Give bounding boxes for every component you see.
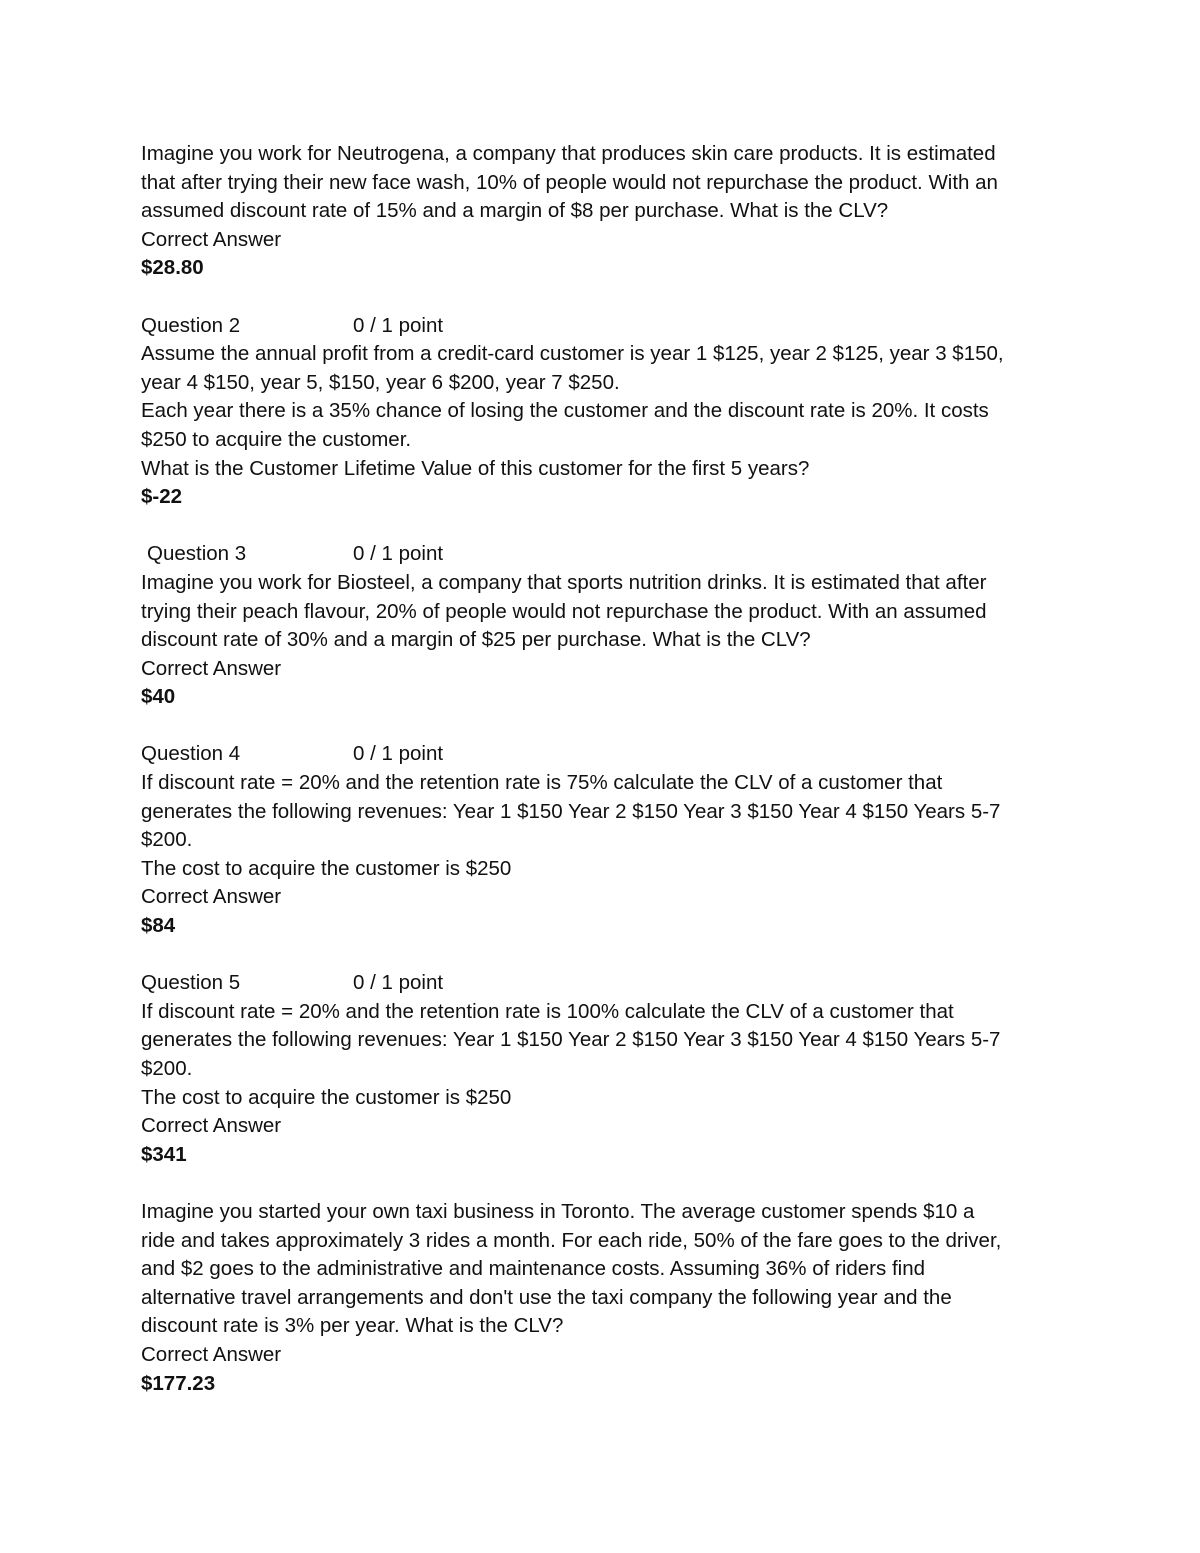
question-text-line: trying their peach flavour, 20% of people would not repurchase the product. With an assumed xyxy=(141,599,987,623)
answer-value: $40 xyxy=(141,685,176,709)
question-header xyxy=(141,312,1071,341)
question-text-line: The cost to acquire the customer is $250 xyxy=(141,1085,512,1109)
question-score: 0 / 1 point xyxy=(353,313,444,337)
question-text-line: ride and takes approximately 3 rides a month. For each ride, 50% of the fare goes to the driver, xyxy=(141,1228,1002,1252)
correct-answer-label: Correct Answer xyxy=(141,656,282,680)
question-block xyxy=(141,1198,1071,1398)
question-text-line: Imagine you work for Biosteel, a company that sports nutrition drinks. It is estimated that after xyxy=(141,570,987,594)
question-text-line: Assume the annual profit from a credit-card customer is year 1 $125, year 2 $125, year 3 $150, xyxy=(141,342,1004,366)
question-header xyxy=(141,540,1071,569)
question-text-line: generates the following revenues: Year 1 $150 Year 2 $150 Year 3 $150 Year 4 $150 Years 5-7 xyxy=(141,799,1001,823)
question-text-line: What is the Customer Lifetime Value of this customer for the first 5 years? xyxy=(141,456,810,480)
question-header xyxy=(141,969,1071,998)
question-block xyxy=(141,540,1071,712)
question-score: 0 / 1 point xyxy=(353,542,444,566)
question-text-line: alternative travel arrangements and don't use the taxi company the following year and the xyxy=(141,1285,952,1309)
question-number: Question 4 xyxy=(141,742,241,766)
question-text-line: $250 to acquire the customer. xyxy=(141,427,412,451)
correct-answer-label: Correct Answer xyxy=(141,227,282,251)
question-block xyxy=(141,140,1071,283)
answer-value: $-22 xyxy=(141,485,183,509)
question-text-line: Imagine you work for Neutrogena, a company that produces skin care products. It is estimated xyxy=(141,142,996,165)
question-number: Question 2 xyxy=(141,313,241,337)
question-text-line: assumed discount rate of 15% and a margin of $8 per purchase. What is the CLV? xyxy=(141,199,889,223)
correct-answer-label: Correct Answer xyxy=(141,1114,282,1138)
answer-value: $84 xyxy=(141,914,176,938)
question-number: Question 3 xyxy=(147,542,247,566)
question-text-line: If discount rate = 20% and the retention rate is 75% calculate the CLV of a customer that xyxy=(141,771,943,795)
question-text-line: Each year there is a 35% chance of losing the customer and the discount rate is 20%. It costs xyxy=(141,399,989,423)
question-text-line: that after trying their new face wash, 10% of people would not repurchase the product. With an xyxy=(141,170,998,194)
question-score: 0 / 1 point xyxy=(353,971,444,995)
answer-value: $28.80 xyxy=(141,256,204,280)
question-text-line: If discount rate = 20% and the retention rate is 100% calculate the CLV of a customer that xyxy=(141,999,954,1023)
question-text-line: generates the following revenues: Year 1 $150 Year 2 $150 Year 3 $150 Year 4 $150 Years 5-7 xyxy=(141,1028,1001,1052)
question-score: 0 / 1 point xyxy=(353,742,444,766)
question-text-line: Imagine you started your own taxi business in Toronto. The average customer spends $10 a xyxy=(141,1199,975,1223)
question-block xyxy=(141,969,1071,1169)
answer-value: $341 xyxy=(141,1142,187,1166)
correct-answer-label: Correct Answer xyxy=(141,1342,282,1366)
question-block xyxy=(141,312,1071,512)
question-text-line: discount rate is 3% per year. What is the CLV? xyxy=(141,1314,564,1338)
question-text-line: The cost to acquire the customer is $250 xyxy=(141,856,512,880)
question-header xyxy=(141,740,1071,769)
question-block xyxy=(141,740,1071,940)
question-number: Question 5 xyxy=(141,971,241,995)
question-text-line: $200. xyxy=(141,1057,193,1080)
correct-answer-label: Correct Answer xyxy=(141,885,282,909)
question-text-line: discount rate of 30% and a margin of $25 per purchase. What is the CLV? xyxy=(141,628,811,652)
document-body xyxy=(141,140,1071,1398)
question-text-line: and $2 goes to the administrative and maintenance costs. Assuming 36% of riders find xyxy=(141,1257,926,1281)
question-text-line: $200. xyxy=(141,828,193,852)
question-text-line: year 4 $150, year 5, $150, year 6 $200, year 7 $250. xyxy=(141,370,620,394)
answer-value: $177.23 xyxy=(141,1371,216,1395)
